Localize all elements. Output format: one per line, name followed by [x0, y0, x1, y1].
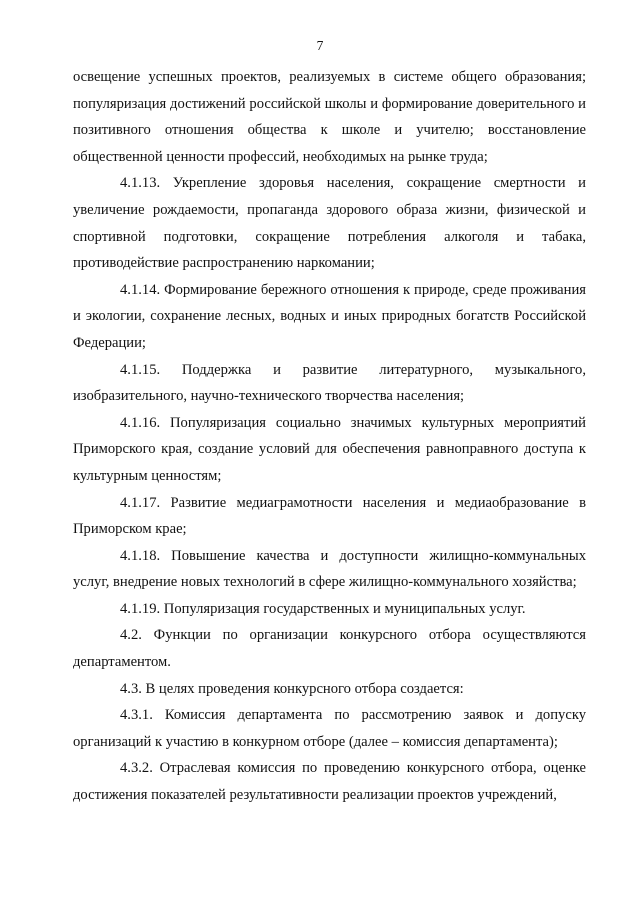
paragraph-4-1-13: 4.1.13. Укрепление здоровья населения, сокращение смертности и увеличение рождаемости, пропаганда здорового образа жизни, физической и спортивной подготовки, сокращение потребления алкоголя и табака, противодействие распространению наркомании;: [73, 175, 586, 272]
paragraph-4-1-15: 4.1.15. Поддержка и развитие литературного, музыкального, изобразительного, научно-технического творчества населения;: [73, 361, 586, 405]
paragraph-4-2: 4.2. Функции по организации конкурсного отбора осуществляются департаментом.: [73, 627, 586, 671]
paragraph-4-1-17: 4.1.17. Развитие медиаграмотности населения и медиаобразование в Приморском крае;: [73, 494, 586, 538]
paragraph-4-3-2: 4.3.2. Отраслевая комиссия по проведению конкурсного отбора, оценке достижения показателей результативности реализации проектов учреждений,: [73, 760, 586, 804]
paragraph-4-1-14: 4.1.14. Формирование бережного отношения к природе, среде проживания и экологии, сохранение лесных, водных и иных природных богатств Российской Федерации;: [73, 281, 586, 351]
paragraph-4-1-19: 4.1.19. Популяризация государственных и муниципальных услуг.: [120, 600, 526, 617]
paragraph-continuation: освещение успешных проектов, реализуемых в системе общего образования; популяризация достижений российской школы и формирование доверительного и позитивного отношения общества к школе и учителю; восстановление общественной ценности профессий, необходимых на рынке труда;: [73, 69, 586, 165]
page-number: 7: [316, 38, 324, 53]
paragraph-4-1-16: 4.1.16. Популяризация социально значимых культурных мероприятий Приморского края, создание условий для обеспечения равноправного доступа к культурным ценностям;: [73, 414, 586, 484]
paragraph-4-3: 4.3. В целях проведения конкурсного отбора создается:: [120, 680, 464, 697]
paragraph-4-1-18: 4.1.18. Повышение качества и доступности жилищно-коммунальных услуг, внедрение новых технологий в сфере жилищно-коммунального хозяйства;: [73, 547, 586, 591]
document-body: [73, 64, 586, 809]
paragraph-4-3-1: 4.3.1. Комиссия департамента по рассмотрению заявок и допуску организаций к участию в конкурном отборе (далее – комиссия департамента);: [73, 707, 586, 750]
